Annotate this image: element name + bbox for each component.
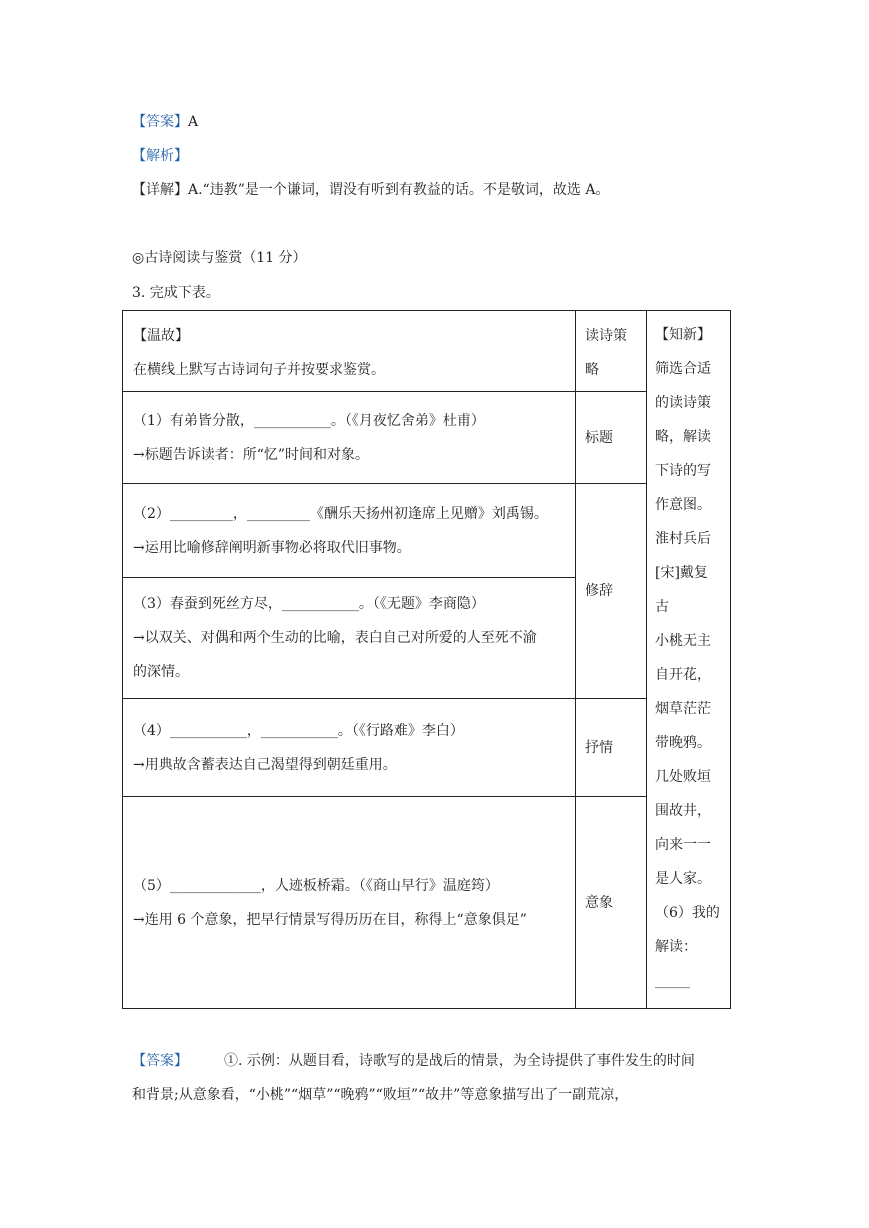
strategy-label: 标题 [585,429,613,446]
row-line: →标题告诉读者：所“忆”时间和对象。 [133,446,370,463]
section-title: ◎古诗阅读与鉴赏（11 分） [132,250,307,266]
row-line: （4）___________，___________。（《行路难》李白） [133,722,464,739]
knowledge-line: 下诗的写 [655,463,711,479]
detail-text: A.“违教”是一个谦词，谓没有听到有教益的话。不是敬词，故选 A。 [188,182,610,198]
table-row [123,699,731,797]
knowledge-line: 略，解读 [655,429,711,445]
strategy-cell [576,484,647,699]
knowledge-cell [647,311,731,1009]
detail-label: 【详解】 [132,182,188,198]
knowledge-line: 烟草茫茫 [655,701,711,717]
strategy-header-line1: 读诗策 [585,327,627,344]
strategy-header-line2: 略 [585,361,599,378]
knowledge-line: 解读： [655,939,697,955]
row-line: （2）_________，_________《酬乐天扬州初逢席上见赠》刘禹锡。 [133,505,548,522]
detail-line [132,180,609,200]
row-line: →用典故含蓄表达自己渴望得到朝廷重用。 [133,756,397,773]
knowledge-line: 带晚鸦。 [655,735,711,751]
review-desc: 在横线上默写古诗词句子并按要求鉴赏。 [133,361,385,378]
answer-text-line: ①. 示例：从题目看，诗歌写的是战后的情景，为全诗提供了事件发生的时间 [224,1053,695,1069]
table-header-row [123,311,731,392]
knowledge-line: 作意图。 [655,497,711,513]
knowledge-line: [宋]戴复 [655,565,708,581]
knowledge-line: 古 [655,599,669,615]
answer-section-label: 【答案】 [132,1053,188,1069]
strategy-label: 抒情 [585,739,613,756]
knowledge-line: _____ [655,973,690,989]
knowledge-line: （6）我的 [655,905,720,921]
strategy-label: 修辞 [585,583,613,599]
knowledge-line: 围故井， [655,803,711,819]
row-line: →连用 6 个意象，把早行情景写得历历在目，称得上“意象俱足” [133,911,527,928]
row-line: （5）_____________，人迹板桥霜。（《商山早行》温庭筠） [133,877,499,894]
knowledge-line: 是人家。 [655,871,711,887]
strategy-cell [576,797,647,1009]
table-row [123,392,731,484]
table-row [123,797,731,1009]
question-stem: 3. 完成下表。 [132,285,220,301]
content-cell [123,484,576,578]
strategy-label: 意象 [585,894,613,911]
answer-section [132,1044,752,1112]
row-line: →运用比喻修辞阐明新事物必将取代旧事物。 [133,539,411,556]
knowledge-line: 的读诗策 [655,395,711,411]
knowledge-line: 几处败垣 [655,769,711,785]
answer-label: 【答案】 [132,114,188,130]
knowledge-line: 小桃无主 [655,633,711,649]
strategy-cell [576,392,647,484]
content-cell [123,578,576,699]
knowledge-line: 自开花， [655,667,711,683]
content-cell [123,699,576,797]
table-row [123,484,731,578]
answer-text-line: 和背景;从意象看，“小桃”“烟草”“晚鸦”“败垣”“故井”等意象描写出了一副荒凉， [132,1087,629,1103]
review-header-cell [123,311,576,392]
content-cell [123,392,576,484]
knowledge-line: 【知新】 [655,327,711,343]
strategy-header-cell [576,311,647,392]
answer-line [132,112,198,132]
content-cell [123,797,576,1009]
answer-value: A [188,114,199,130]
analysis-label: 【解析】 [132,148,188,164]
row-line: （1）有弟皆分散，___________。（《月夜忆舍弟》杜甫） [133,412,485,429]
strategy-cell [576,699,647,797]
knowledge-line: 淮村兵后 [655,531,711,547]
row-line: →以双关、对偶和两个生动的比喻，表白自己对所爱的人至死不渝 [133,630,537,646]
poetry-table [122,310,731,1009]
review-title: 【温故】 [133,327,189,344]
row-line: （3）春蚕到死丝方尽，___________。（《无题》李商隐） [133,596,485,612]
knowledge-line: 向来一一 [655,837,711,853]
knowledge-line: 筛选合适 [655,361,711,377]
row-line: 的深情。 [133,664,189,680]
